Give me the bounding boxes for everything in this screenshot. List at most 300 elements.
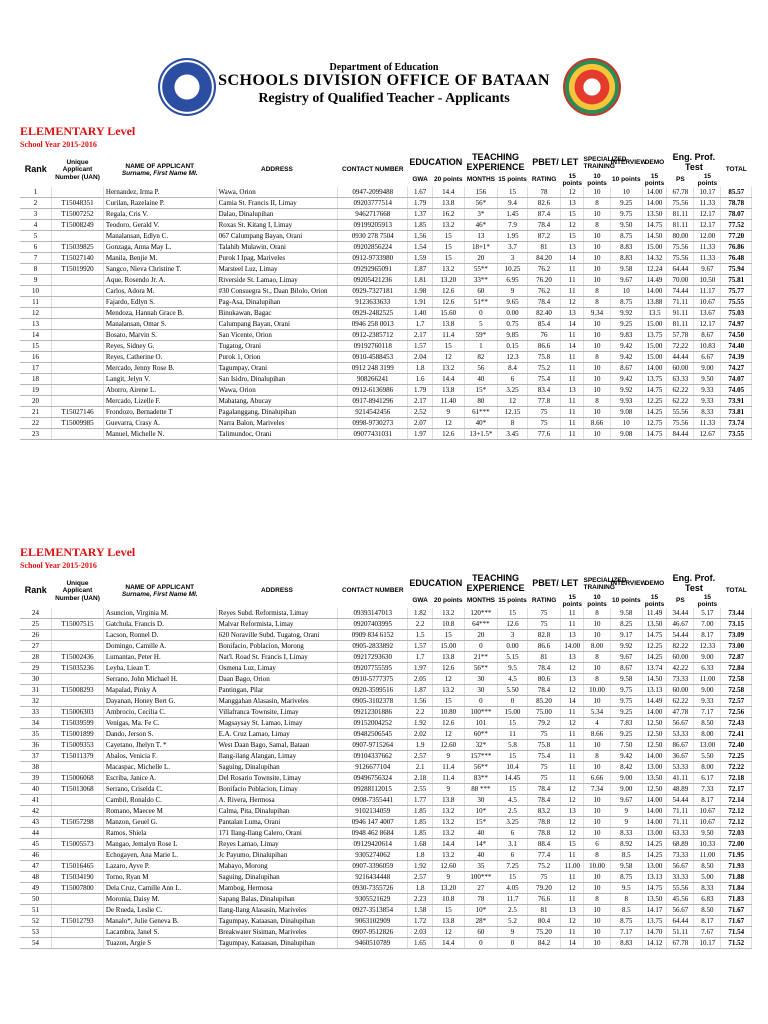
- table-cell: [52, 674, 104, 685]
- table-cell: 10: [583, 630, 610, 641]
- table-cell: 2.52: [408, 407, 433, 418]
- table-cell: 63.33: [667, 374, 694, 385]
- table-cell: [52, 385, 104, 396]
- table-cell: 42: [20, 806, 52, 817]
- table-cell: 7.33: [694, 784, 721, 795]
- table-cell: 72.00: [721, 839, 752, 850]
- table-cell: 30: [464, 674, 498, 685]
- table-cell: 54.44: [667, 795, 694, 806]
- table-cell: [52, 696, 104, 707]
- table-cell: 8: [583, 198, 610, 209]
- name-header: NAME OF APPLICANT: [125, 162, 195, 170]
- table-cell: 75: [527, 762, 561, 773]
- table-row: [20, 429, 752, 440]
- table-cell: 1.85: [408, 828, 433, 839]
- table-cell: San Isidro, Dinalupihan: [216, 374, 338, 385]
- table-cell: Roxas St. Kitang I, Limay: [216, 220, 338, 231]
- table-cell: Talimundoc, Orani: [216, 429, 338, 440]
- table-cell: 0910-4588453: [338, 352, 408, 363]
- applicants-table: [20, 574, 752, 949]
- table-cell: 09199205913: [338, 220, 408, 231]
- table-cell: 2.2: [408, 707, 433, 718]
- table-cell: 85.20: [527, 696, 561, 707]
- column-header: MONTHS: [466, 597, 495, 605]
- table-cell: 0907-9715264: [338, 740, 408, 751]
- table-cell: 8.66: [583, 418, 610, 429]
- table-cell: 40: [464, 828, 498, 839]
- table-cell: 8: [583, 220, 610, 231]
- table-cell: 6.17: [694, 773, 721, 784]
- table-cell: 11.49: [642, 608, 667, 619]
- table-cell: 34.44: [667, 608, 694, 619]
- table-cell: 0912 248 3199: [338, 363, 408, 374]
- table-cell: 13: [561, 308, 584, 319]
- table-row: [20, 905, 752, 916]
- table-row: [20, 894, 752, 905]
- table-cell: 10*: [464, 806, 498, 817]
- table-cell: 10: [583, 916, 610, 927]
- table-cell: Manalansan, Omar S.: [103, 319, 216, 330]
- table-cell: T15011379: [52, 751, 104, 762]
- table-cell: 74.07: [721, 374, 752, 385]
- table-cell: 62.22: [667, 385, 694, 396]
- table-cell: 5.00: [694, 872, 721, 883]
- table-cell: 16.2: [432, 209, 464, 220]
- table-cell: 2.03: [408, 927, 433, 938]
- table-cell: 13.13: [642, 685, 667, 696]
- table-row: [20, 209, 752, 220]
- table-cell: Bonifacio Poblacion, Limay: [216, 784, 338, 795]
- table-cell: Serrano, Criselda C.: [103, 784, 216, 795]
- table-row: [20, 264, 752, 275]
- table-cell: 15: [561, 231, 584, 242]
- table-cell: Curilan, Razelaine P.: [103, 198, 216, 209]
- table-cell: 9.00: [694, 652, 721, 663]
- table-cell: 72.14: [721, 795, 752, 806]
- table-cell: 85.4: [527, 319, 561, 330]
- table-cell: 8.17: [694, 916, 721, 927]
- table-cell: 8.25: [611, 619, 643, 630]
- table-cell: 2.5: [498, 806, 527, 817]
- table-cell: 0.00: [498, 308, 527, 319]
- table-cell: 5: [464, 319, 498, 330]
- column-header: 15 points: [498, 176, 527, 184]
- table-cell: 62.22: [667, 696, 694, 707]
- table-cell: [52, 641, 104, 652]
- table-cell: 4: [20, 220, 52, 231]
- table-cell: 1.59: [408, 253, 433, 264]
- table-cell: [52, 363, 104, 374]
- table-cell: [52, 795, 104, 806]
- table-cell: 14.25: [642, 839, 667, 850]
- table-cell: Regala, Cris V.: [103, 209, 216, 220]
- table-cell: Nat'l. Road St. Francis I, Limay: [216, 652, 338, 663]
- table-cell: 35: [464, 861, 498, 872]
- table-cell: Mangao, Jemalyn Rose L: [103, 839, 216, 850]
- table-cell: 15*: [464, 817, 498, 828]
- table-cell: 13.88: [642, 297, 667, 308]
- table-cell: 75.8: [527, 352, 561, 363]
- column-header: DEMO: [644, 159, 665, 167]
- table-cell: 10.8: [432, 894, 464, 905]
- table-cell: 2.05: [408, 674, 433, 685]
- table-cell: 8.50: [694, 861, 721, 872]
- table-cell: Breakwater Sisiman, Mariveles: [216, 927, 338, 938]
- table-cell: 11: [561, 740, 584, 751]
- table-cell: 12: [561, 828, 584, 839]
- table-cell: Manalansan, Edlyn C.: [103, 231, 216, 242]
- table-cell: 14: [561, 319, 584, 330]
- table-cell: T15006068: [52, 773, 104, 784]
- table-cell: 1.85: [408, 817, 433, 828]
- table-cell: 1.85: [408, 806, 433, 817]
- table-cell: 11.33: [694, 198, 721, 209]
- table-cell: 77.20: [721, 231, 752, 242]
- table-cell: 15.00: [642, 242, 667, 253]
- table-cell: 3.1: [498, 839, 527, 850]
- table-cell: 9.25: [611, 729, 643, 740]
- table-cell: 13.67: [694, 308, 721, 319]
- table-cell: 9102134059: [338, 806, 408, 817]
- table-cell: [52, 286, 104, 297]
- table-cell: 1.58: [408, 905, 433, 916]
- table-cell: 3: [20, 209, 52, 220]
- table-cell: 60: [464, 927, 498, 938]
- table-cell: 2.57: [408, 751, 433, 762]
- table-cell: 09212301886: [338, 707, 408, 718]
- table-cell: Sapang Balas, Dinalupihan: [216, 894, 338, 905]
- table-cell: 15: [498, 751, 527, 762]
- table-cell: Gatchula, Francis D.: [103, 619, 216, 630]
- table-cell: 14.25: [642, 652, 667, 663]
- table-cell: 11.40: [432, 396, 464, 407]
- table-row: [20, 685, 752, 696]
- table-cell: 13.50: [642, 209, 667, 220]
- table-cell: 52: [20, 916, 52, 927]
- table-cell: T15008249: [52, 220, 104, 231]
- table-cell: 10.00: [583, 685, 610, 696]
- table-cell: Serrano, John Michael H.: [103, 674, 216, 685]
- table-cell: Echogayen, Ana Marie L.: [103, 850, 216, 861]
- column-header: Eng. Prof. Test: [672, 573, 716, 593]
- table-cell: 8.50: [694, 905, 721, 916]
- table-cell: 2.17: [408, 396, 433, 407]
- table-cell: 8.17: [694, 795, 721, 806]
- table-cell: 45.56: [667, 894, 694, 905]
- table-cell: 20: [464, 630, 498, 641]
- table-cell: 27: [464, 883, 498, 894]
- table-cell: 86.6: [527, 341, 561, 352]
- table-cell: 71.93: [721, 861, 752, 872]
- table-cell: 71.11: [667, 806, 694, 817]
- column-header: 10 points: [612, 176, 641, 184]
- table-cell: Romano, Maecee M: [103, 806, 216, 817]
- table-cell: 1: [464, 341, 498, 352]
- table-cell: 6.83: [694, 894, 721, 905]
- table-cell: 10: [583, 385, 610, 396]
- table-cell: 9063102909: [338, 916, 408, 927]
- table-cell: 09202856224: [338, 242, 408, 253]
- table-cell: T15002436: [52, 652, 104, 663]
- table-cell: Dela Cruz, Camille Ann L.: [103, 883, 216, 894]
- table-cell: 15.00: [642, 352, 667, 363]
- table-cell: 8.67: [694, 330, 721, 341]
- table-cell: 10: [583, 619, 610, 630]
- table-cell: 14.75: [642, 429, 667, 440]
- table-cell: 13: [561, 198, 584, 209]
- table-cell: 9.92: [611, 308, 643, 319]
- table-cell: 13.8: [432, 385, 464, 396]
- table-cell: 120***: [464, 608, 498, 619]
- table-cell: Carlos, Adora M.: [103, 286, 216, 297]
- column-header: EDUCATION: [409, 577, 463, 588]
- table-cell: 48.89: [667, 784, 694, 795]
- table-cell: 51.11: [667, 927, 694, 938]
- table-cell: 10: [583, 905, 610, 916]
- table-cell: 0912-2385712: [338, 330, 408, 341]
- table-cell: Asuncion, Virginia M.: [103, 608, 216, 619]
- table-cell: 81: [527, 242, 561, 253]
- table-cell: 43: [20, 817, 52, 828]
- table-cell: 9305274062: [338, 850, 408, 861]
- table-row: [20, 707, 752, 718]
- table-cell: 26: [20, 630, 52, 641]
- table-cell: 13.50: [642, 773, 667, 784]
- table-cell: [52, 341, 104, 352]
- table-cell: 12.75: [642, 418, 667, 429]
- table-cell: 81.11: [667, 319, 694, 330]
- table-cell: Manila, Benjie M.: [103, 253, 216, 264]
- table-cell: 74.27: [721, 363, 752, 374]
- table-cell: Gonzaga, Anna May L.: [103, 242, 216, 253]
- table-cell: 15: [561, 209, 584, 220]
- table-cell: 0909 834 6152: [338, 630, 408, 641]
- table-cell: 13.8: [432, 916, 464, 927]
- table-cell: T15039825: [52, 242, 104, 253]
- table-cell: 13.50: [642, 619, 667, 630]
- table-cell: 0998-9730273: [338, 418, 408, 429]
- table-cell: 78.4: [527, 297, 561, 308]
- table-cell: 72.84: [721, 663, 752, 674]
- table-cell: 13: [561, 385, 584, 396]
- table-cell: Manuel, Michelle N.: [103, 429, 216, 440]
- table-cell: 47: [20, 861, 52, 872]
- table-cell: T15016465: [52, 861, 104, 872]
- table-cell: 0946 258 0013: [338, 319, 408, 330]
- table-cell: Mabayo, Morong: [216, 861, 338, 872]
- table-cell: 11: [561, 773, 584, 784]
- table-cell: 5.50: [694, 751, 721, 762]
- table-cell: 11: [561, 608, 584, 619]
- table-row: [20, 883, 752, 894]
- table-cell: 14: [561, 253, 584, 264]
- table-cell: 13.2: [432, 363, 464, 374]
- table-cell: Binukawan, Bagac: [216, 308, 338, 319]
- table-cell: 72.25: [721, 751, 752, 762]
- table-cell: 13.8: [432, 795, 464, 806]
- column-header: SPECIALIZED TRAINING: [583, 155, 627, 170]
- table-cell: 9.50: [694, 374, 721, 385]
- table-cell: 12.33: [694, 641, 721, 652]
- column-header: 20 points: [433, 597, 463, 605]
- table-cell: 74.50: [721, 330, 752, 341]
- table-cell: 53: [20, 927, 52, 938]
- table-cell: T15007800: [52, 883, 104, 894]
- table-cell: 2.17: [408, 330, 433, 341]
- table-cell: 156: [464, 187, 498, 198]
- table-cell: T15008293: [52, 685, 104, 696]
- table-cell: Reyes, Sidney G.: [103, 341, 216, 352]
- table-cell: 8.00: [583, 641, 610, 652]
- table-cell: 10: [583, 429, 610, 440]
- table-cell: [52, 187, 104, 198]
- table-cell: 067 Calumpang Bayan, Orani: [216, 231, 338, 242]
- table-cell: Escriba, Janice A.: [103, 773, 216, 784]
- table-row: [20, 619, 752, 630]
- table-cell: 11.4: [432, 762, 464, 773]
- table-cell: 36: [20, 740, 52, 751]
- table-cell: 12: [561, 297, 584, 308]
- table-cell: 75: [527, 729, 561, 740]
- table-cell: 908266241: [338, 374, 408, 385]
- table-row: [20, 751, 752, 762]
- table-cell: 20: [464, 253, 498, 264]
- table-cell: 8.83: [611, 242, 643, 253]
- table-cell: 5.50: [498, 685, 527, 696]
- column-header: 15 points: [562, 593, 582, 608]
- table-cell: T15035236: [52, 663, 104, 674]
- name-subheader: Surname, First Name MI.: [121, 170, 198, 178]
- table-cell: 1.68: [408, 839, 433, 850]
- table-cell: 62.22: [667, 396, 694, 407]
- name-header: NAME OF APPLICANT: [125, 583, 195, 591]
- table-cell: 22: [20, 418, 52, 429]
- table-cell: 11: [561, 396, 584, 407]
- table-cell: Riverside St. Lamao, Limay: [216, 275, 338, 286]
- table-cell: 64.44: [667, 264, 694, 275]
- column-header-name: [103, 153, 216, 187]
- table-cell: 13+1.5*: [464, 429, 498, 440]
- table-cell: 15: [561, 839, 584, 850]
- table-cell: Calumpang Bayan, Orani: [216, 319, 338, 330]
- table-cell: 81: [527, 905, 561, 916]
- table-row: [20, 242, 752, 253]
- table-cell: 60**: [464, 729, 498, 740]
- table-cell: 33**: [464, 275, 498, 286]
- table-cell: 11: [561, 850, 584, 861]
- column-header: PS: [676, 597, 685, 605]
- table-cell: 29: [20, 663, 52, 674]
- table-cell: 71.84: [721, 883, 752, 894]
- table-cell: 9.75: [611, 685, 643, 696]
- table-cell: 11: [561, 330, 584, 341]
- table-cell: 7: [20, 253, 52, 264]
- table-cell: 11: [561, 872, 584, 883]
- table-cell: 11: [561, 275, 584, 286]
- table-cell: 09192760118: [338, 341, 408, 352]
- table-cell: 1.91: [408, 297, 433, 308]
- table-cell: 75.20: [527, 927, 561, 938]
- table-cell: 1.82: [408, 608, 433, 619]
- table-cell: 0912-6136986: [338, 385, 408, 396]
- table-cell: 71.95: [721, 850, 752, 861]
- table-cell: 77.4: [527, 850, 561, 861]
- table-cell: 53.33: [667, 762, 694, 773]
- table-cell: 14.25: [642, 850, 667, 861]
- table-cell: 51: [20, 905, 52, 916]
- table-cell: Tuazon, Argie S: [103, 938, 216, 949]
- table-cell: 60.00: [667, 652, 694, 663]
- table-cell: 9.67: [611, 795, 643, 806]
- table-cell: 14: [20, 330, 52, 341]
- table-cell: 75: [527, 872, 561, 883]
- table-cell: 56.67: [667, 861, 694, 872]
- table-cell: 10: [583, 806, 610, 817]
- table-cell: #30 Consuegra St., Daan Bilolo, Orion: [216, 286, 338, 297]
- table-cell: 82.22: [667, 641, 694, 652]
- table-cell: 32: [20, 696, 52, 707]
- table-cell: 36.67: [667, 751, 694, 762]
- table-cell: 2.18: [408, 773, 433, 784]
- table-cell: 9.34: [583, 308, 610, 319]
- table-cell: 13.50: [642, 894, 667, 905]
- table-cell: Cayetano, Jhelyn T. *: [103, 740, 216, 751]
- column-header: 15 points: [697, 172, 718, 187]
- table-cell: Saguing, Dinalupihan: [216, 872, 338, 883]
- table-cell: [52, 308, 104, 319]
- table-cell: 9.25: [611, 198, 643, 209]
- column-header: 15 points: [562, 172, 582, 187]
- table-cell: 12.67: [694, 429, 721, 440]
- table-cell: 74.40: [721, 341, 752, 352]
- table-cell: Torno, Ryan M: [103, 872, 216, 883]
- table-cell: 11.33: [694, 418, 721, 429]
- table-cell: T15027140: [52, 253, 104, 264]
- table-cell: 0.15: [498, 341, 527, 352]
- table-cell: 85.57: [721, 187, 752, 198]
- table-cell: 10: [583, 363, 610, 374]
- table-cell: 49: [20, 883, 52, 894]
- column-header: PS: [676, 176, 685, 184]
- table-cell: Lazaro, Ayve P.: [103, 861, 216, 872]
- table-cell: 12: [432, 352, 464, 363]
- table-cell: 30: [20, 674, 52, 685]
- table-cell: 75: [527, 418, 561, 429]
- table-cell: Tagumpay, Kataasan, Dinalupihan: [216, 916, 338, 927]
- table-cell: T15039599: [52, 718, 104, 729]
- table-cell: 80.4: [527, 916, 561, 927]
- table-cell: 14.75: [642, 630, 667, 641]
- table-cell: 15.00: [498, 707, 527, 718]
- table-cell: [52, 608, 104, 619]
- table-cell: Venigas, Ma. Fe C.: [103, 718, 216, 729]
- table-cell: T15009985: [52, 418, 104, 429]
- table-cell: 12.6: [432, 429, 464, 440]
- table-cell: 1.85: [408, 220, 433, 231]
- table-cell: 75.8: [527, 740, 561, 751]
- table-cell: 9.00: [694, 685, 721, 696]
- table-cell: 4.5: [498, 795, 527, 806]
- table-cell: 1.9: [408, 740, 433, 751]
- table-cell: 9305521629: [338, 894, 408, 905]
- table-cell: 14: [561, 341, 584, 352]
- table-cell: 33.33: [667, 872, 694, 883]
- table-cell: 55.56: [667, 407, 694, 418]
- table-cell: 12: [561, 220, 584, 231]
- table-cell: 15: [432, 696, 464, 707]
- table-cell: 10: [583, 341, 610, 352]
- table-cell: 24: [20, 608, 52, 619]
